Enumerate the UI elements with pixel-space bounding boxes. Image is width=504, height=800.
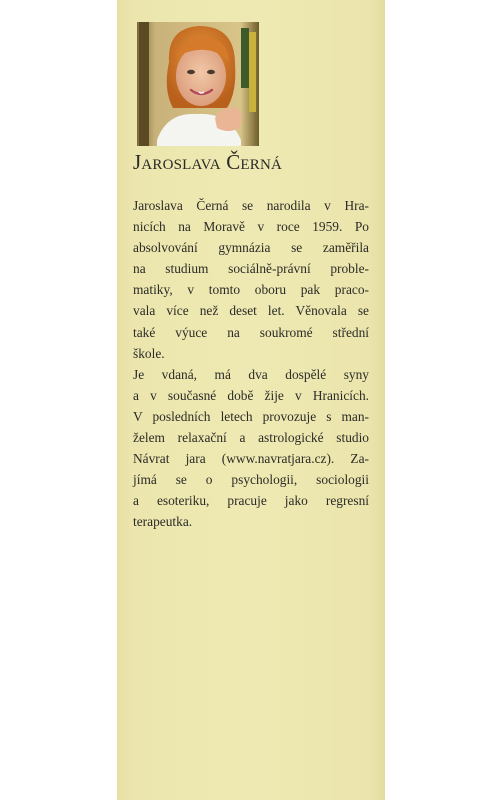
bio-line: nicích na Moravě v roce 1959. Po [133, 219, 369, 235]
bio-line: škole. [133, 345, 165, 361]
book-flap [117, 0, 385, 800]
bio-line: Návrat jara (www.navratjara.cz). Za- [133, 451, 369, 467]
bio-line: a v současné době žije v Hranicích. [133, 387, 369, 403]
bio-line: Jaroslava Černá se narodila v Hra- [133, 198, 369, 213]
bio-line: matiky, v tomto oboru pak praco- [133, 282, 369, 298]
bio-line: také výuce na soukromé střední [133, 324, 369, 340]
bio-line: jímá se o psychologii, sociologii [133, 472, 369, 488]
bio-line: absolvování gymnázia se zaměřila [133, 240, 369, 256]
bio-line: V posledních letech provozuje s man- [133, 408, 369, 424]
author-name: Jaroslava Černá [133, 150, 283, 174]
bio-line: terapeutka. [133, 514, 193, 530]
bio-line: želem relaxační a astrologické studio [133, 430, 369, 446]
bio-line: na studium sociálně-právní proble- [133, 261, 369, 277]
bio-line: vala více než deset let. Věnovala se [133, 303, 369, 319]
author-portrait-image [137, 22, 259, 146]
author-photo [137, 22, 259, 146]
bio-line: Je vdaná, má dva dospělé syny [133, 366, 369, 382]
author-bio [133, 195, 369, 533]
bio-line: a esoteriku, pracuje jako regresní [133, 493, 369, 509]
